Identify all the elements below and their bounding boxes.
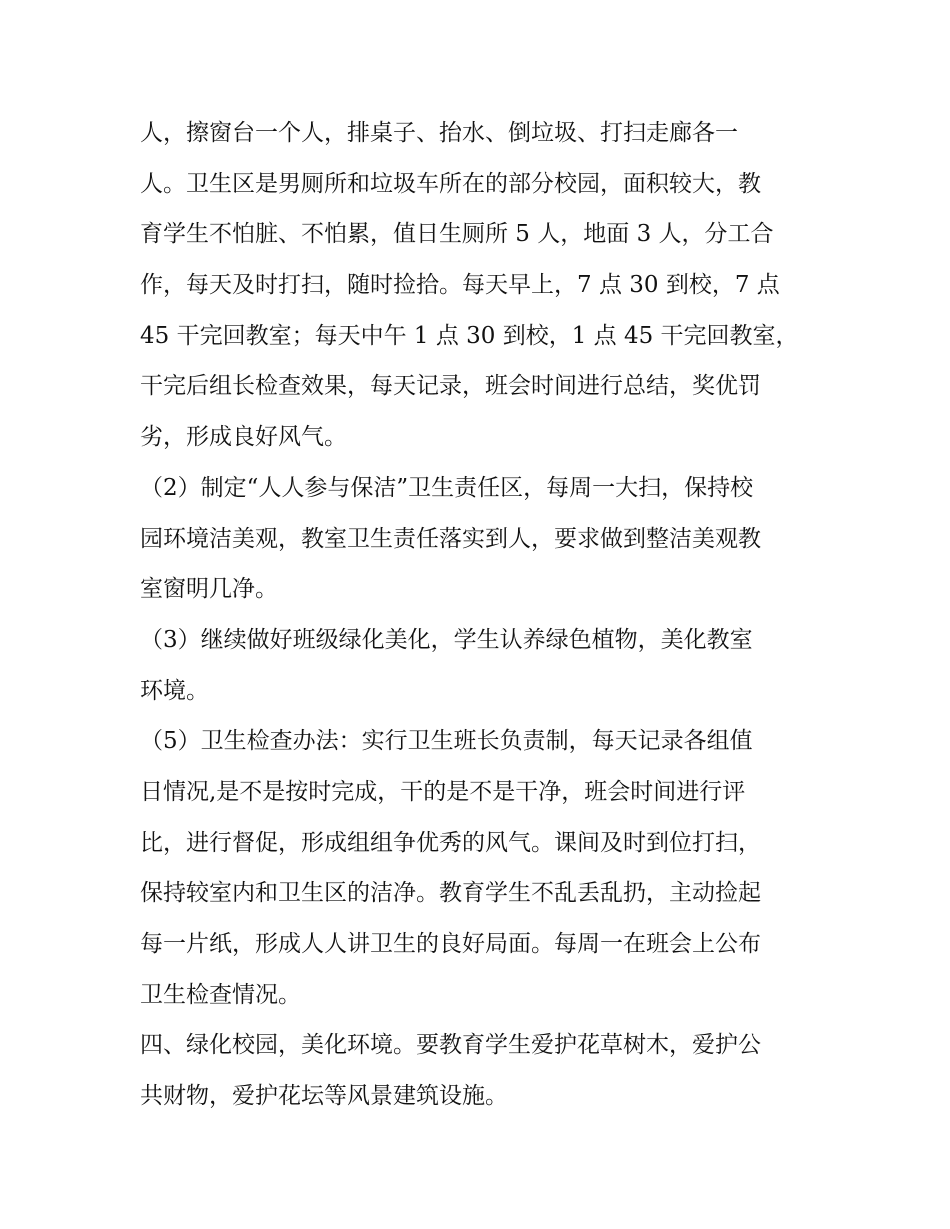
document-body [140, 108, 820, 1122]
text-line: 四、绿化校园，美化环境。要教育学生爱护花草树木，爱护公 [140, 1032, 761, 1059]
text-line: 人，擦窗台一个人，排桌子、抬水、倒垃圾、打扫走廊各一 [140, 120, 738, 146]
text-line: （5）卫生检查办法：实行卫生班长负责制，每天记录各组值 [140, 728, 753, 755]
text-line: 育学生不怕脏、不怕累，值日生厕所 5 人，地面 3 人，分工合 [140, 221, 774, 248]
text-line: 园环境洁美观，教室卫生责任落实到人，要求做到整洁美观教 [140, 525, 761, 552]
text-line: 45 干完回教室；每天中午 1 点 30 到校，1 点 45 干完回教室， [140, 322, 799, 349]
text-line: （3）继续做好班级绿化美化，学生认养绿色植物，美化教室 [140, 626, 753, 653]
text-line: 共财物，爱护花坛等风景建筑设施。 [140, 1083, 508, 1110]
text-line: 日情况,是不是按时完成，干的是不是干净，班会时间进行评 [140, 778, 746, 805]
text-line: 保持较室内和卫生区的洁净。教育学生不乱丢乱扔，主动捡起 [140, 880, 761, 907]
text-line: （2）制定“人人参与保洁”卫生责任区，每周一大扫，保持校 [140, 474, 754, 501]
text-line: 干完后组长检查效果，每天记录，班会时间进行总结，奖优罚 [140, 373, 761, 400]
text-line: 比，进行督促，形成组组争优秀的风气。课间及时到位打扫， [140, 829, 761, 856]
text-line: 作，每天及时打扫，随时捡拾。每天早上，7 点 30 到校，7 点 [140, 272, 780, 299]
text-line: 人。卫生区是男厕所和垃圾车所在的部分校园，面积较大，教 [140, 170, 761, 197]
text-line: 劣，形成良好风气。 [140, 424, 347, 451]
text-line: 室窗明几净。 [140, 576, 278, 603]
text-line: 每一片纸，形成人人讲卫生的良好局面。每周一在班会上公布 [140, 931, 761, 957]
text-line: 卫生检查情况。 [140, 981, 301, 1008]
text-line: 环境。 [140, 677, 209, 704]
